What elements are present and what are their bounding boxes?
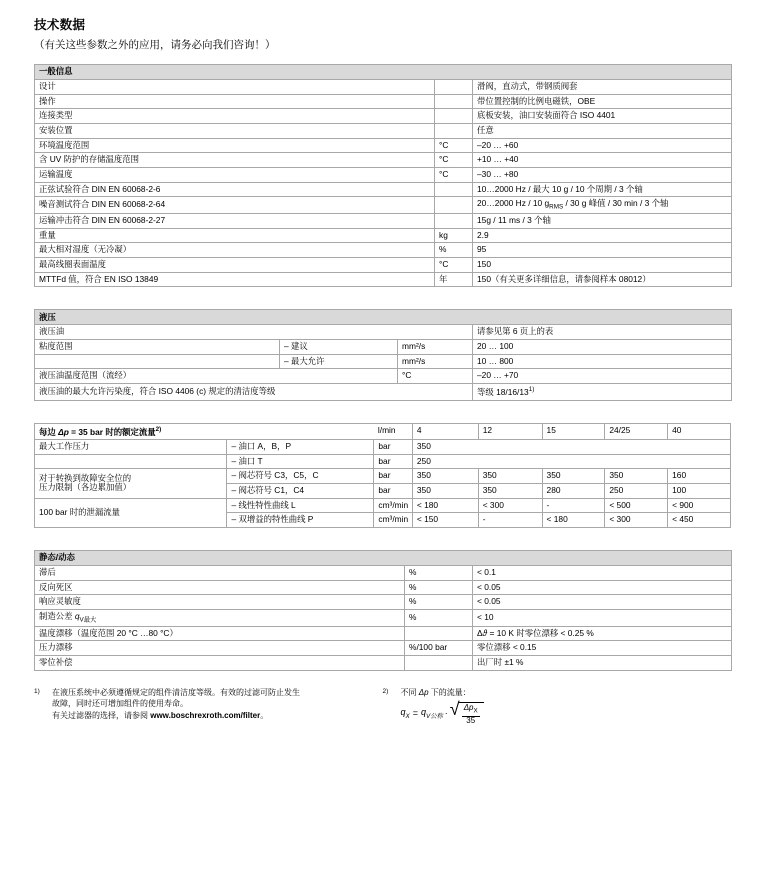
row-value: 20…2000 Hz / 10 $g_{RMS} / 30$ g 峰值 / 30 min / 3 个轴 (473, 197, 732, 214)
table-row (35, 138, 732, 153)
row-sublabel: – 双增益的特性曲线 P (227, 513, 374, 528)
section-spacer (34, 287, 731, 309)
row-value: 滑阀，直动式，带钢质阀套 (473, 80, 732, 95)
row-label: 零位补偿 (35, 656, 405, 671)
row-unit: % (405, 565, 473, 580)
row-label: 温度漂移（温度范围 20 °C …80 °C） (35, 626, 405, 641)
table-static-dynamic (34, 550, 732, 671)
row-unit: cm³/min (374, 513, 412, 528)
row-label: 最大工作压力 (35, 439, 227, 454)
table-row (35, 228, 732, 243)
table-row (35, 454, 731, 469)
formula-radical (449, 699, 484, 725)
row-label: 安装位置 (35, 123, 435, 138)
row-value: +10 … +40 (473, 153, 732, 168)
table-row (35, 197, 732, 214)
footnote-line-pre: 有关过滤器的选择，请参阅 (52, 710, 151, 720)
section-spacer (34, 528, 731, 550)
row-unit: °C (435, 138, 473, 153)
row-unit: %/100 bar (405, 641, 473, 656)
row-unit: °C (435, 258, 473, 273)
row-unit (435, 197, 473, 214)
row-sublabel: – 阀芯符号 C1，C4 (227, 483, 374, 498)
row-unit (405, 626, 473, 641)
row-value: 零位漂移 < 0.15 (473, 641, 732, 656)
row-unit (435, 94, 473, 109)
footnote-marker: 1) (34, 687, 40, 695)
row-unit (405, 656, 473, 671)
table-row (35, 609, 732, 626)
table-row (35, 641, 732, 656)
formula-lhs-symbol: q (400, 707, 406, 718)
table-flow-pressure (34, 423, 731, 528)
section-heading-general: 一般信息 (35, 65, 732, 80)
formula-equals: = (412, 708, 418, 719)
row-sublabel: – 油口 A，B，P (227, 439, 374, 454)
row-label: 响应灵敏度 (35, 595, 405, 610)
row-value: 350 (478, 483, 542, 498)
row-value: 150（有关更多详细信息，请参阅样本 08012） (473, 272, 732, 287)
row-value: 350 (412, 483, 478, 498)
row-label: 运输冲击符合 DIN EN 60068-2-27 (35, 214, 435, 229)
row-value: 350 (478, 469, 542, 484)
row-label: 环境温度范围 (35, 138, 435, 153)
row-value: - (542, 498, 605, 513)
footnote-line: 不同 Δp 下的流量： (400, 687, 471, 697)
footnote-line: 在液压系统中必须遵循规定的组件清洁度等级。有效的过滤可防止发生 (52, 687, 300, 697)
formula-fraction (462, 704, 480, 725)
row-value: 任意 (473, 123, 732, 138)
row-unit: °C (435, 167, 473, 182)
row-label: 连接类型 (35, 109, 435, 124)
row-label: MTTFd 值，符合 EN ISO 13849 (35, 272, 435, 287)
table-row (35, 498, 731, 513)
section-heading-static: 静态/动态 (35, 550, 732, 565)
section-heading-hydraulic: 液压 (35, 310, 732, 325)
table-row (35, 369, 732, 384)
row-unit (435, 109, 473, 124)
footnote-line: 故障，同时还可增加组件的使用寿命。 (52, 699, 188, 709)
row-value: 95 (473, 243, 732, 258)
row-value: 350 (412, 439, 730, 454)
row-value: 等级 18/16/13$^{1)}$ (473, 384, 732, 400)
footnote-marker: 2) (382, 687, 389, 695)
row-label: 噪音测试符合 DIN EN 60068-2-64 (35, 197, 435, 214)
row-label: 重量 (35, 228, 435, 243)
table-row (35, 214, 732, 229)
formula-lhs (401, 706, 410, 721)
row-sublabel: – 阀芯符号 C3，C5，C (227, 469, 374, 484)
row-unit: % (435, 243, 473, 258)
row-unit: bar (374, 439, 412, 454)
row-label (35, 454, 227, 469)
row-label: 压力漂移 (35, 641, 405, 656)
table-row (35, 565, 732, 580)
flow-col-header: 24/25 (605, 423, 668, 439)
table-row (35, 439, 731, 454)
row-unit: 年 (435, 272, 473, 287)
row-value: < 300 (478, 498, 542, 513)
row-label: 液压油 (35, 325, 473, 340)
row-value: –20 … +60 (473, 138, 732, 153)
row-value: 250 (412, 454, 730, 469)
footnotes (34, 687, 731, 725)
section-spacer (34, 401, 731, 423)
table-header-row (35, 65, 732, 80)
row-unit: bar (374, 483, 412, 498)
table-row (35, 656, 732, 671)
flow-formula (400, 699, 484, 725)
row-unit (435, 214, 473, 229)
page-subtitle: （有关这些参数之外的应用，请务必向我们咨询！） (34, 39, 276, 51)
row-value: 请参见第 6 页上的表 (473, 325, 732, 340)
row-value: 350 (605, 469, 668, 484)
row-value: 底板安装，油口安装面符合 ISO 4401 (473, 109, 732, 124)
formula-rhs-symbol: q (420, 707, 426, 718)
row-value: < 180 (412, 498, 478, 513)
flow-row-unit: l/min (374, 423, 412, 439)
row-unit: bar (374, 454, 412, 469)
row-value: < 10 (473, 609, 732, 626)
row-value: 带位置控制的比例电磁铁，OBE (473, 94, 732, 109)
table-row (35, 258, 732, 273)
table-row (35, 469, 731, 484)
row-value: < 0.1 (473, 565, 732, 580)
table-header-row (35, 550, 732, 565)
table-header-row (35, 310, 732, 325)
row-unit: kg (435, 228, 473, 243)
row-unit: °C (435, 153, 473, 168)
row-value: 150 (473, 258, 732, 273)
row-label: 最高线圈表面温度 (35, 258, 435, 273)
row-label: 液压油温度范围（流经） (35, 369, 398, 384)
footnote-line (52, 710, 383, 722)
formula-lhs-subscript: X (405, 712, 410, 720)
formula-rhs-subscript: V公称 (426, 712, 443, 720)
table-row (35, 325, 732, 340)
row-unit: °C (398, 369, 473, 384)
row-sublabel: – 建议 (280, 340, 398, 355)
row-value: < 900 (668, 498, 731, 513)
row-unit (435, 80, 473, 95)
table-row (35, 243, 732, 258)
row-value: 100 (668, 483, 731, 498)
row-value: < 0.05 (473, 595, 732, 610)
row-value: 160 (668, 469, 731, 484)
table-row (35, 354, 732, 369)
formula-rhs (421, 706, 443, 721)
row-unit (435, 123, 473, 138)
row-value: 250 (605, 483, 668, 498)
row-label: 运输温度 (35, 167, 435, 182)
row-value: 350 (412, 469, 478, 484)
flow-col-header: 4 (412, 423, 478, 439)
row-label (35, 354, 280, 369)
row-value: 10…2000 Hz / 最大 10 g / 10 个周期 / 3 个轴 (473, 182, 732, 197)
row-label: 反向死区 (35, 580, 405, 595)
flow-col-header: 40 (668, 423, 731, 439)
table-row (35, 384, 732, 400)
radical-sign: √ (449, 699, 460, 720)
row-value: 出厂时 ±1 % (473, 656, 732, 671)
table-row (35, 340, 732, 355)
filter-link[interactable]: www.boschrexroth.com/filter (150, 710, 261, 720)
row-value: < 500 (605, 498, 668, 513)
row-value: 20 … 100 (473, 340, 732, 355)
row-unit: % (405, 595, 473, 610)
table-row (35, 182, 732, 197)
row-value: < 300 (605, 513, 668, 528)
row-label: 正弦试验符合 DIN EN 60068-2-6 (35, 182, 435, 197)
row-value: –20 … +70 (473, 369, 732, 384)
table-row (35, 109, 732, 124)
row-value: 280 (542, 483, 605, 498)
table-row (35, 595, 732, 610)
row-unit: % (405, 609, 473, 626)
row-sublabel: – 油口 T (227, 454, 374, 469)
row-value-text: 等级 18/16/13 (477, 386, 529, 397)
row-label: 设计 (35, 80, 435, 95)
row-sublabel: – 最大允许 (280, 354, 398, 369)
table-row (35, 80, 732, 95)
footnote-line-post: 。 (260, 710, 269, 720)
row-unit: bar (374, 469, 412, 484)
row-label: 液压油的最大允许污染度，符合 ISO 4406 (c) 规定的清洁度等级 (35, 384, 473, 400)
table-row (35, 272, 732, 287)
row-value: 350 (542, 469, 605, 484)
table-row (35, 626, 732, 641)
row-label: 操作 (35, 94, 435, 109)
flow-col-header: 12 (478, 423, 542, 439)
row-unit: % (405, 580, 473, 595)
row-unit: mm²/s (398, 354, 473, 369)
flow-col-header: 15 (542, 423, 605, 439)
row-value: < 150 (412, 513, 478, 528)
table-row (35, 94, 732, 109)
row-value: - (478, 513, 542, 528)
row-value: 10 … 800 (473, 354, 732, 369)
footnote-2 (383, 687, 732, 725)
fraction-numerator-symbol: Δp (463, 703, 474, 713)
row-label: 滞后 (35, 565, 405, 580)
table-row (35, 580, 732, 595)
row-label: 最大相对湿度（无冷凝） (35, 243, 435, 258)
table-row (35, 167, 732, 182)
row-value: < 180 (542, 513, 605, 528)
footnote-1 (34, 687, 383, 725)
row-unit (435, 182, 473, 197)
table-hydraulic (34, 309, 732, 400)
row-label: 含 UV 防护的存储温度范围 (35, 153, 435, 168)
flow-row-label: 每边 Δp = 35 bar 时的额定流量$^{2)}$ (35, 423, 374, 439)
row-sublabel: – 线性特性曲线 L (227, 498, 374, 513)
row-value: 15g / 11 ms / 3 个轴 (473, 214, 732, 229)
row-value: Δ𝜗 = 10 K 时零位漂移 < 0.25 % (473, 626, 732, 641)
fraction-numerator (462, 704, 480, 716)
row-value: < 0.05 (473, 580, 732, 595)
row-label: 制造公差 $q_{V最大}$ (35, 609, 405, 626)
row-value: 2.9 (473, 228, 732, 243)
page-title: 技术数据 (34, 18, 86, 32)
fraction-numerator-subscript: X (473, 707, 478, 715)
row-label: 粘度范围 (35, 340, 280, 355)
fraction-denominator: 35 (466, 715, 476, 725)
row-unit: cm³/min (374, 498, 412, 513)
formula-dot: · (444, 708, 448, 719)
table-row (35, 153, 732, 168)
table-general-information (34, 64, 732, 287)
row-value: –30 … +80 (473, 167, 732, 182)
row-label: 100 bar 时的泄漏流量 (35, 498, 227, 527)
row-value: < 450 (668, 513, 731, 528)
row-label: 对于转换到故障安全位的 压力限制（各边累加值） (35, 469, 227, 498)
row-unit: mm²/s (398, 340, 473, 355)
flow-rating-row (35, 423, 731, 439)
table-row (35, 123, 732, 138)
